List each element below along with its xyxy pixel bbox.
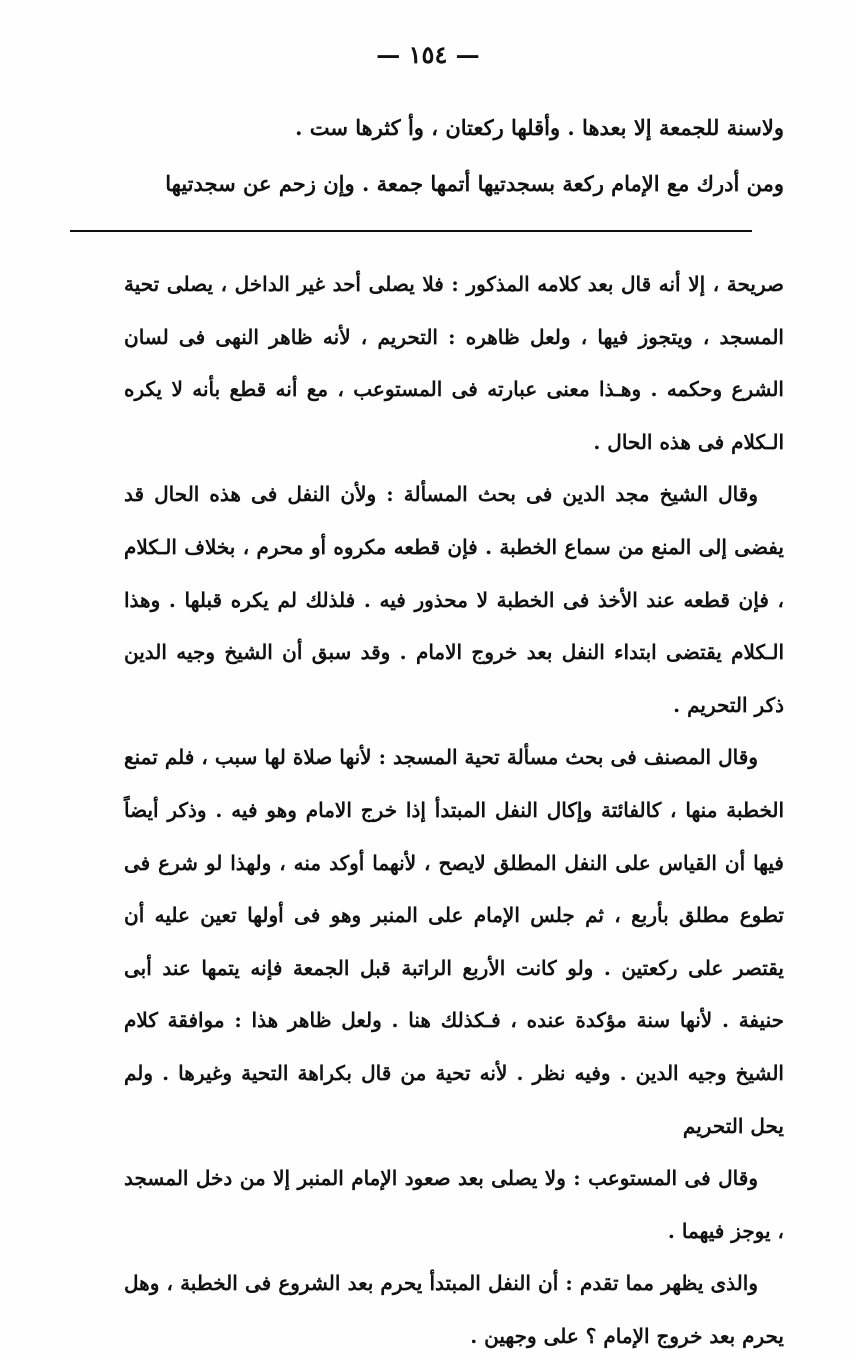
commentary (124, 258, 784, 1362)
commentary-paragraph: والذى يظهر مما تقدم : أن النفل المبتدأ يحرم بعد الشروع فى الخطبة ، وهل يحرم بعد خروج الإمام ؟ على وجهين . (124, 1271, 784, 1348)
main-text (124, 100, 784, 212)
commentary-paragraph: صريحة ، إلا أنه قال بعد كلامه المذكور : فلا يصلى أحد غير الداخل ، يصلى تحية المسجد ، ويتجوز فيها ، ولعل ظاهره : التحريم ، لأنه ظاهر النهى فى لسان الشرع وحكمه . وهـذا معنى عبارته فى المستوعب ، مع أنه قطع بأنه لا يكره الـكلام فى هذه الحال . (124, 272, 784, 454)
commentary-paragraph: وقال فى المستوعب : ولا يصلى بعد صعود الإمام المنبر إلا من دخل المسجد ، يوجز فيهما . (124, 1166, 784, 1243)
main-text-line: ولاسنة للجمعة إلا بعدها . وأقلها ركعتان ، وأ كثرها ست . (295, 115, 784, 140)
page-number: — ١٥٤ — (376, 40, 480, 69)
commentary-paragraph: وقال المصنف فى بحث مسألة تحية المسجد : لأنها صلاة لها سبب ، فلم تمنع الخطبة منها ، كالفائتة وإكال النفل المبتدأ إذا خرج الامام وهو فيه . وذكر أيضاً فيها أن القياس على النفل المطلق لايصح ، لأنهما أوكد منه ، ولهذا لو شرع فى تطوع مطلق بأربع ، ثم جلس الإمام على المنبر وهو فى أولها تعين عليه أن يقتصر على ركعتين . ولو كانت الأربع الراتبة قبل الجمعة فإنه يتمها عند أبى حنيفة . لأنها سنة مؤكدة عنده ، فـكذلك هنا . ولعل ظاهر هذا : موافقة كلام الشيخ وجيه الدين . وفيه نظر . لأنه تحية من قال بكراهة التحية وغيرها . ولم يحل التحريم (124, 745, 785, 1138)
main-text-line: ومن أدرك مع الإمام ركعة بسجدتيها أتمها جمعة . وإن زحم عن سجدتيها (165, 171, 784, 196)
commentary-paragraph: وقال الشيخ مجد الدين فى بحث المسألة : ولأن النفل فى هذه الحال قد يفضى إلى المنع من سماع الخطبة . فإن قطعه مكروه أو محرم ، بخلاف الـكلام ، فإن قطعه عند الأخذ فى الخطبة لا محذور فيه . فلذلك لم يكره قبلها . وهذا الـكلام يقتضى ابتداء النفل بعد خروج الامام . وقد سبق أن الشيخ وجيه الدين ذكر التحريم . (124, 482, 784, 717)
footnote-divider (70, 230, 752, 232)
